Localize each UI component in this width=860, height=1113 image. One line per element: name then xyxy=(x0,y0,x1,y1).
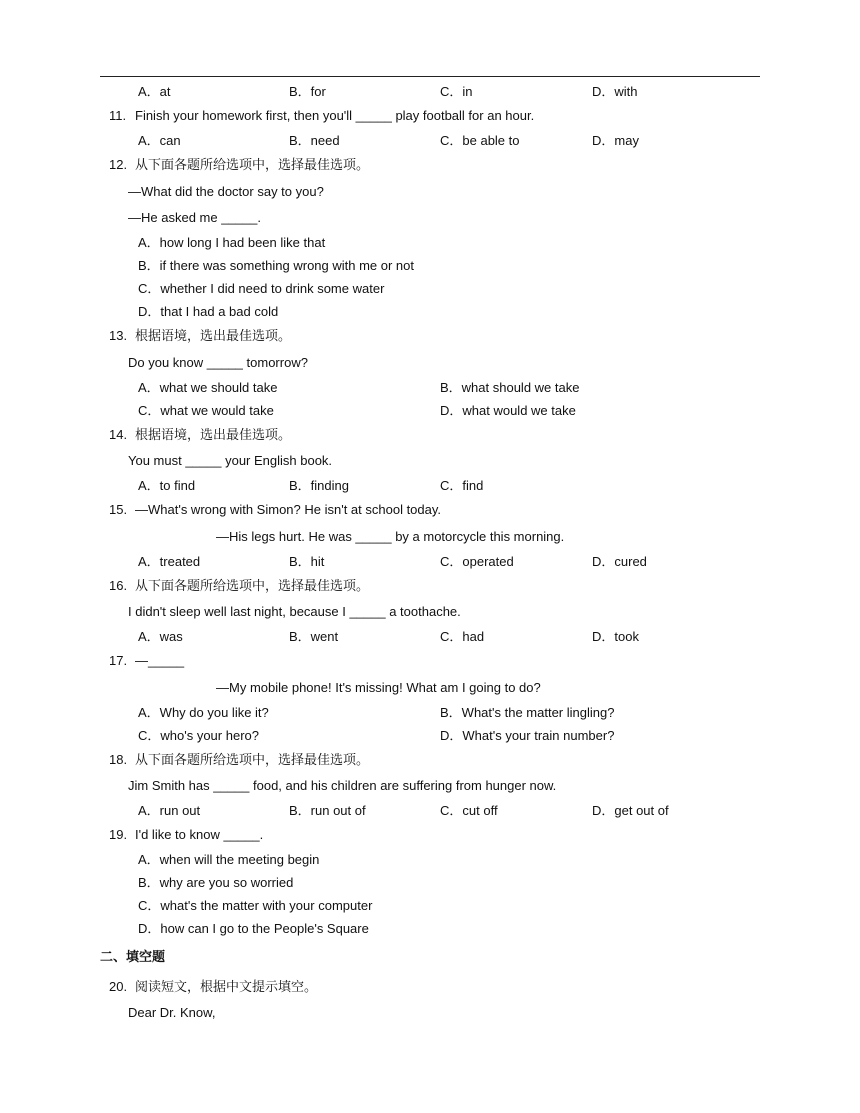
q19-option-b: B．why are you so worried xyxy=(138,875,294,890)
question-number: 17. xyxy=(109,653,128,668)
question-number: 20. xyxy=(109,979,128,994)
question-number: 15. xyxy=(109,502,128,517)
q19-option-d: D．how can I go to the People's Square xyxy=(138,921,369,936)
q12-option-b: B．if there was something wrong with me or not xyxy=(138,258,415,273)
q11-option-d: D．may xyxy=(592,133,639,148)
question-instruction: 根据语境，选出最佳选项。 xyxy=(135,427,292,442)
q18-line-1: Jim Smith has _____ food, and his children are suffering from hunger now. xyxy=(128,778,557,793)
question-19 xyxy=(109,827,263,843)
q17-option-a: A．Why do you like it? xyxy=(138,705,269,720)
question-15 xyxy=(109,502,441,518)
q14-option-c: C．find xyxy=(440,478,484,493)
q14-option-a: A．to find xyxy=(138,478,196,493)
q19-option-a: A．when will the meeting begin xyxy=(138,852,320,867)
q14-line-1: You must _____ your English book. xyxy=(128,453,333,468)
q11-option-a: A．can xyxy=(138,133,181,148)
q12-option-d: D．that I had a bad cold xyxy=(138,304,279,319)
q15-option-c: C．operated xyxy=(440,554,514,569)
q18-option-b: B．run out of xyxy=(289,803,366,818)
q13-line-1: Do you know _____ tomorrow? xyxy=(128,355,308,370)
q11-option-b: B．need xyxy=(289,133,340,148)
question-instruction: 根据语境，选出最佳选项。 xyxy=(135,328,292,343)
q12-option-c: C．whether I did need to drink some water xyxy=(138,281,385,296)
question-number: 13. xyxy=(109,328,128,343)
question-instruction: 阅读短文，根据中文提示填空。 xyxy=(135,979,318,994)
q12-option-a: A．how long I had been like that xyxy=(138,235,326,250)
question-text: —_____ xyxy=(135,653,185,668)
question-instruction: 从下面各题所给选项中，选择最佳选项。 xyxy=(135,578,370,593)
q19-option-c: C．what's the matter with your computer xyxy=(138,898,373,913)
question-16 xyxy=(109,578,369,594)
q13-option-a: A．what we should take xyxy=(138,380,278,395)
section-heading: 二、填空题 xyxy=(100,949,166,964)
q12-line-2: —He asked me _____. xyxy=(128,210,261,225)
question-text: Finish your homework first, then you'll _____ play football for an hour. xyxy=(135,108,535,123)
question-instruction: 从下面各题所给选项中，选择最佳选项。 xyxy=(135,752,370,767)
question-number: 18. xyxy=(109,752,128,767)
question-instruction: 从下面各题所给选项中，选择最佳选项。 xyxy=(135,157,370,172)
q10-option-d: D．with xyxy=(592,84,638,99)
q15-option-b: B．hit xyxy=(289,554,325,569)
q18-option-a: A．run out xyxy=(138,803,201,818)
q16-option-d: D．took xyxy=(592,629,639,644)
question-text: —What's wrong with Simon? He isn't at school today. xyxy=(135,502,442,517)
question-number: 11. xyxy=(109,108,127,123)
q12-line-1: —What did the doctor say to you? xyxy=(128,184,324,199)
question-20 xyxy=(109,979,317,995)
q16-option-a: A．was xyxy=(138,629,183,644)
q13-option-b: B．what should we take xyxy=(440,380,580,395)
q16-option-c: C．had xyxy=(440,629,485,644)
q11-option-c: C．be able to xyxy=(440,133,520,148)
question-12 xyxy=(109,157,369,173)
question-18 xyxy=(109,752,369,768)
q17-option-c: C．who's your hero? xyxy=(138,728,259,743)
question-14 xyxy=(109,427,291,443)
question-17 xyxy=(109,653,184,669)
q18-option-c: C．cut off xyxy=(440,803,498,818)
q14-option-b: B．finding xyxy=(289,478,349,493)
header-rule xyxy=(100,76,760,77)
question-number: 12. xyxy=(109,157,128,172)
q16-option-b: B．went xyxy=(289,629,339,644)
q20-line-1: Dear Dr. Know, xyxy=(128,1005,216,1020)
q10-option-c: C．in xyxy=(440,84,473,99)
q10-option-b: B．for xyxy=(289,84,326,99)
question-text: I'd like to know _____. xyxy=(135,827,264,842)
q15-option-a: A．treated xyxy=(138,554,201,569)
q13-option-d: D．what would we take xyxy=(440,403,576,418)
q17-reply: —My mobile phone! It's missing! What am I going to do? xyxy=(216,680,541,695)
q18-option-d: D．get out of xyxy=(592,803,669,818)
q10-option-a: A．at xyxy=(138,84,171,99)
q15-option-d: D．cured xyxy=(592,554,647,569)
q17-option-b: B．What's the matter lingling? xyxy=(440,705,615,720)
q13-option-c: C．what we would take xyxy=(138,403,274,418)
q17-option-d: D．What's your train number? xyxy=(440,728,615,743)
question-number: 19. xyxy=(109,827,128,842)
q16-line-1: I didn't sleep well last night, because I _____ a toothache. xyxy=(128,604,461,619)
question-number: 14. xyxy=(109,427,128,442)
question-number: 16. xyxy=(109,578,128,593)
question-13 xyxy=(109,328,291,344)
q15-reply: —His legs hurt. He was _____ by a motorcycle this morning. xyxy=(216,529,565,544)
question-11 xyxy=(109,108,534,124)
